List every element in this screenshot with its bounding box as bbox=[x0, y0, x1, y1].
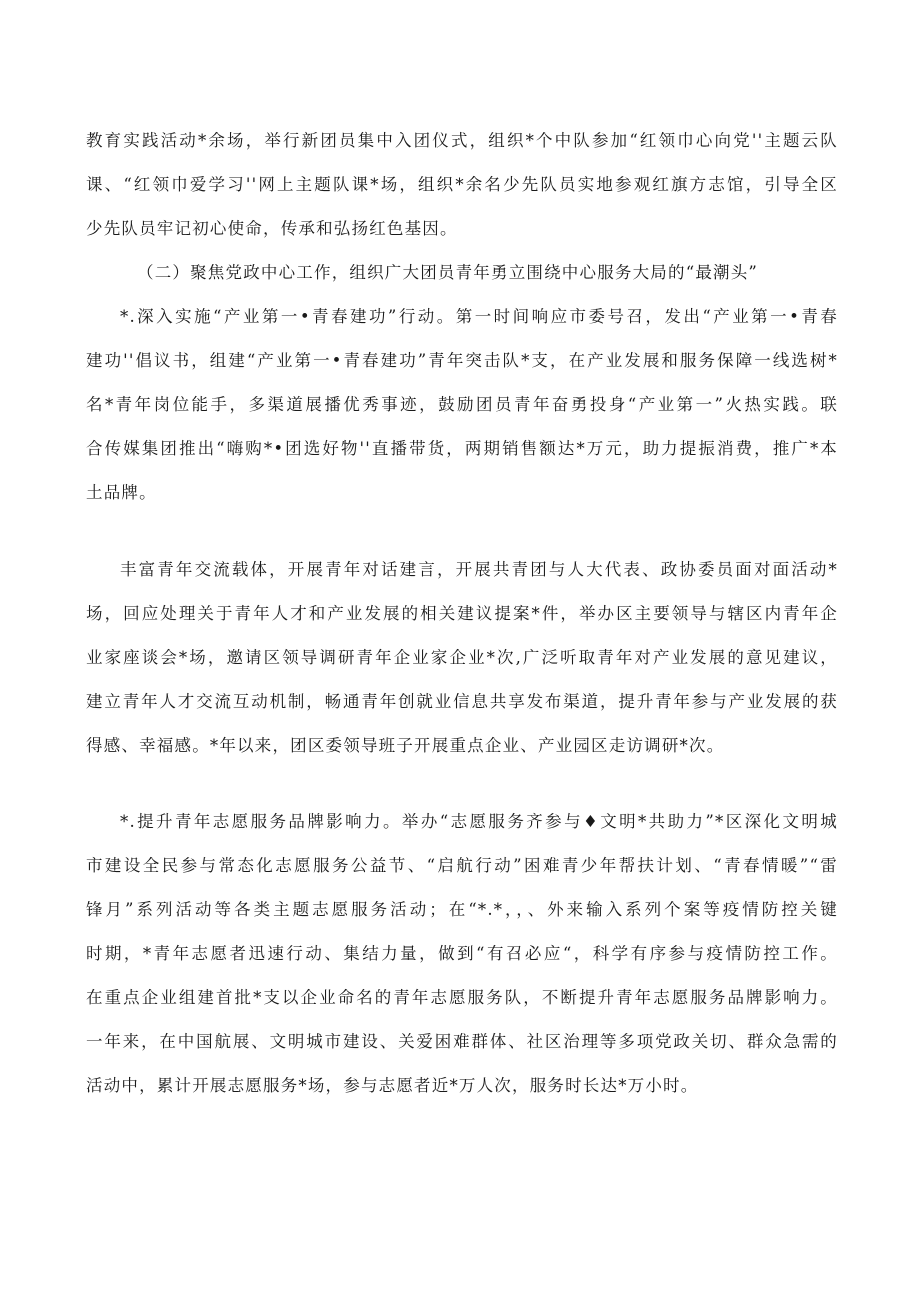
paragraph-2-line-1: *.深入实施“产业第一•青春建功”行动。第一时间响应市委号召，发出“产业第一•青春 bbox=[120, 307, 838, 326]
paragraph-2-line-5: 土品牌。 bbox=[86, 483, 157, 502]
paragraph-1-line-2: 课、“红领巾爱学习''网上主题队课*场，组织*余名少先队员实地参观红旗方志馆，引导全区 bbox=[86, 175, 838, 194]
paragraph-2-line-4: 合传媒集团推出“嗨购*•团选好物''直播带货，两期销售额达*万元，助力提振消费，推广*本 bbox=[86, 439, 838, 458]
paragraph-3-line-5: 得感、幸福感。*年以来，团区委领导班子开展重点企业、产业园区走访调研*次。 bbox=[86, 736, 725, 755]
section-heading-2: （二）聚焦党政中心工作，组织广大团员青年勇立围绕中心服务大局的“最潮头” bbox=[137, 263, 759, 282]
paragraph-4-line-4: 时期，*青年志愿者迅速行动、集结力量，做到“有召必应“，科学有序参与疫情防控工作。 bbox=[86, 944, 838, 963]
paragraph-3-line-4: 建立青年人才交流互动机制，畅通青年创就业信息共享发布渠道，提升青年参与产业发展的获 bbox=[86, 692, 838, 711]
paragraph-3-line-3: 业家座谈会*场，邀请区领导调研青年企业家企业*次,广泛听取青年对产业发展的意见建议， bbox=[86, 648, 838, 667]
paragraph-1-line-3: 少先队员牢记初心使命，传承和弘扬红色基因。 bbox=[86, 219, 458, 238]
paragraph-1-line-1: 教育实践活动*余场，举行新团员集中入团仪式，组织*个中队参加“红领巾心向党''主题云队 bbox=[86, 131, 838, 150]
paragraph-4-line-2: 市建设全民参与常态化志愿服务公益节、“启航行动”困难青少年帮扶计划、“青春情暖”“雷 bbox=[86, 856, 838, 875]
paragraph-2-line-3: 名*青年岗位能手，多渠道展播优秀事迹，鼓励团员青年奋勇投身“产业第一”火热实践。联 bbox=[86, 395, 838, 414]
paragraph-4-line-7: 活动中，累计开展志愿服务*场，参与志愿者近*万人次，服务时长达*万小时。 bbox=[86, 1076, 699, 1095]
paragraph-3-line-1: 丰富青年交流载体，开展青年对话建言，开展共青团与人大代表、政协委员面对面活动* bbox=[120, 560, 838, 579]
paragraph-4-line-3: 锋月”系列活动等各类主题志愿服务活动；在“*.*，，、外来输入系列个案等疫情防控关键 bbox=[86, 900, 838, 919]
paragraph-4-line-5: 在重点企业组建首批*支以企业命名的青年志愿服务队，不断提升青年志愿服务品牌影响力。 bbox=[86, 988, 838, 1007]
paragraph-4-line-1: *.提升青年志愿服务品牌影响力。举办“志愿服务齐参与♦文明*共助力”*区深化文明城 bbox=[120, 812, 838, 831]
paragraph-3-line-2: 场，回应处理关于青年人才和产业发展的相关建议提案*件，举办区主要领导与辖区内青年企 bbox=[86, 604, 838, 623]
paragraph-2-line-2: 建功''倡议书，组建“产业第一•青春建功”青年突击队*支，在产业发展和服务保障一线选树* bbox=[86, 351, 838, 370]
paragraph-4-line-6: 一年来，在中国航展、文明城市建设、关爱困难群体、社区治理等多项党政关切、群众急需的 bbox=[86, 1032, 838, 1051]
